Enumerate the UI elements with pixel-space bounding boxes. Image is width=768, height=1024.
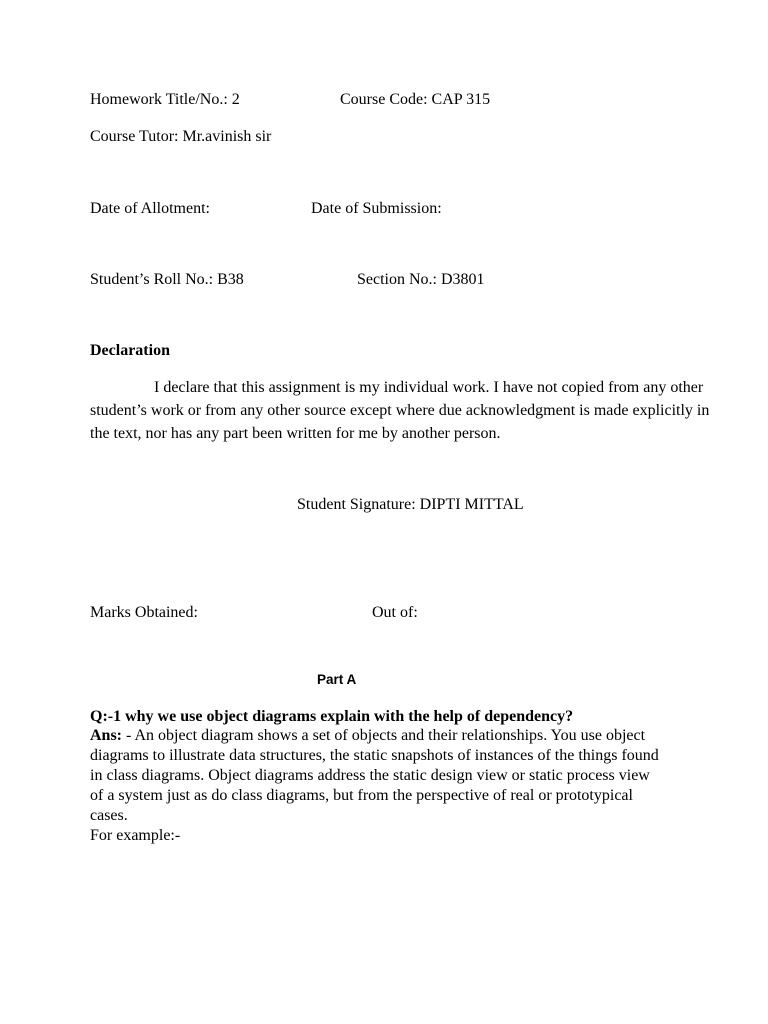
answer-line-2: diagrams to illustrate data structures, the static snapshots of instances of the things found [90,747,659,764]
answer-line-3: in class diagrams. Object diagrams address the static design view or static process view [90,767,650,784]
marks-obtained: Marks Obtained: [90,604,198,621]
declaration-body: I declare that this assignment is my individual work. I have not copied from any other student’s work or from any other source except where due acknowledgment is made explicitly in the text, nor has any part been written for me by another person. [90,379,710,442]
answer-block [90,726,730,846]
declaration-text [90,376,730,445]
declaration-heading: Declaration [90,342,170,359]
student-roll-no: Student’s Roll No.: B38 [90,271,244,288]
out-of: Out of: [372,604,418,621]
section-no: Section No.: D3801 [357,271,485,288]
for-example: For example:- [90,827,181,844]
date-of-submission: Date of Submission: [311,200,442,217]
date-of-allotment: Date of Allotment: [90,200,210,217]
question-1: Q:-1 why we use object diagrams explain with the help of dependency? [90,708,574,725]
answer-line-1-text: - An object diagram shows a set of objects and their relationships. You use object [122,727,646,744]
course-code: Course Code: CAP 315 [340,91,491,108]
answer-label: Ans: [90,727,123,744]
homework-title: Homework Title/No.: 2 [90,91,240,108]
course-tutor: Course Tutor: Mr.avinish sir [90,128,272,145]
answer-line-5: cases. [90,807,128,824]
student-signature: Student Signature: DIPTI MITTAL [297,496,524,513]
part-a-heading: Part A [317,672,357,687]
answer-line-1 [90,726,730,746]
answer-line-4: of a system just as do class diagrams, but from the perspective of real or prototypical [90,787,633,804]
